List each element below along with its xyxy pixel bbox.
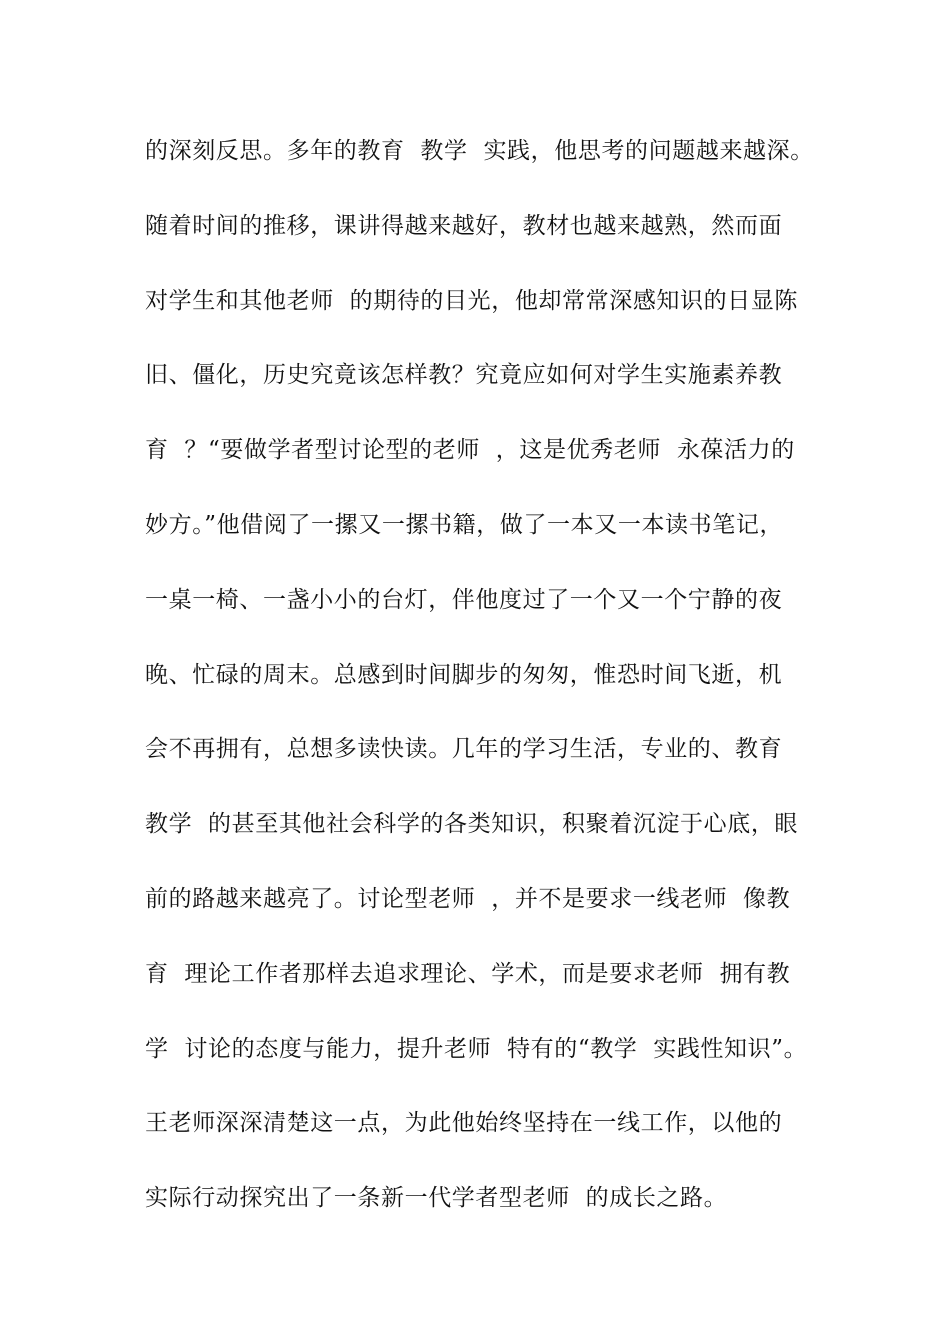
text-line: 的深刻反思。多年的教育 教学 实践，他思考的问题越来越深。: [145, 138, 814, 164]
text-line: 旧、僵化，历史究竟该怎样教？究竟应如何对学生实施素养教: [145, 362, 783, 389]
text-line: 晚、忙碌的周末。总感到时间脚步的匆匆，惟恐时间飞逝，机: [145, 661, 783, 688]
text-line: 王老师深深清楚这一点，为此他始终坚持在一线工作，以他的: [145, 1110, 783, 1137]
text-line: 教学 的甚至其他社会科学的各类知识，积聚着沉淀于心底，眼: [145, 811, 799, 838]
text-line: 对学生和其他老师 的期待的目光，他却常常深感知识的日显陈: [145, 287, 799, 314]
text-line: 育 ？“要做学者型讨论型的老师 ，这是优秀老师 永葆活力的: [145, 437, 795, 464]
body-text: [145, 128, 835, 1250]
text-line: 实际行动探究出了一条新一代学者型老师 的成长之路。: [145, 1185, 728, 1212]
text-line: 随着时间的推移，课讲得越来越好，教材也越来越熟，然而面: [145, 212, 783, 239]
text-line: 育 理论工作者那样去追求理论、学术，而是要求老师 拥有教: [145, 960, 791, 987]
text-line: 会不再拥有，总想多读快读。几年的学习生活，专业的、教育: [145, 736, 783, 763]
text-line: 妙方。”他借阅了一摞又一摞书籍，做了一本又一本读书笔记，: [145, 511, 784, 538]
text-line: 前的路越来越亮了。讨论型老师 ，并不是要求一线老师 像教: [145, 885, 791, 912]
text-line: 一桌一椅、一盏小小的台灯，伴他度过了一个又一个宁静的夜: [145, 586, 783, 613]
text-line: 学 讨论的态度与能力，提升老师 特有的“教学 实践性知识”。: [145, 1035, 808, 1062]
